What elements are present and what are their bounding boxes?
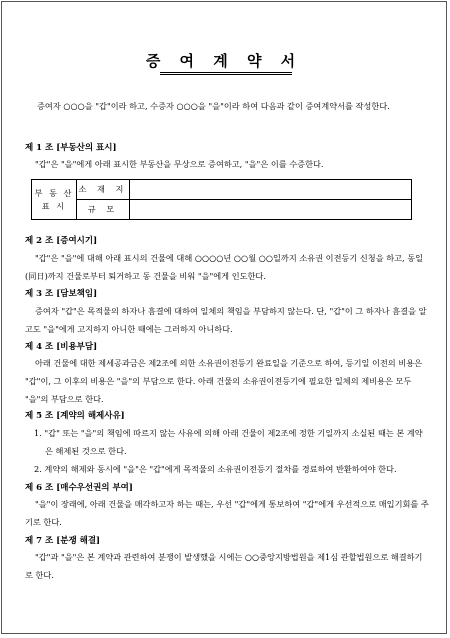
title-underline (160, 72, 292, 73)
contract-page (1, 1, 447, 634)
article-1-body: "갑"은 "을"에게 아래 표시한 부동산을 무상으로 증여하고, "을"은 이를 수증한다. (35, 159, 324, 169)
intro-paragraph: 증여자 ○○○을 "갑"이라 하고, 수증자 ○○○을 "을"이라 하여 다음과 같이 증여계약서를 작성한다. (37, 101, 390, 111)
article-2-body: "갑"은 "을"에 대해 아래 표시의 건물에 대해 ○○○○년 ○○월 ○○일까지 소유권 이전등기 신청을 하고, 동일(同日)까지 건물로부터 퇴거하고 동 건물을 비워 "을"에게 인도한다. (25, 253, 424, 281)
article-5-item-2: 2. 계약의 해제와 동시에 "을"은 "갑"에게 목적물의 소유권이전등기 절차를 경료하여 반환하여야 한다. (34, 464, 397, 474)
article-6-body: "을"이 장래에, 아래 건물을 매각하고자 하는 때는, 우선 "갑"에게 통보하여 "갑"에게 우선적으로 매입기회를 주기로 한다. (25, 499, 429, 527)
article-4-body: 아래 건물에 대한 제세공과금은 제2조에 의한 소유권이전등기 완료일을 기준으로 하여, 등기일 이전의 비용은 "갑"이, 그 이후의 비용은 "을"의 부담으로 한다. 아래 건물의 소유권이전등기에 필요한 일체의 제비용은 모두 "을"의 부담으로 한다. (25, 358, 423, 404)
property-table-row-header (32, 180, 77, 220)
property-table (31, 179, 412, 220)
article-5-heading: 제 5 조 [계약의 해제사유] (25, 411, 125, 421)
article-4-heading: 제 4 조 [비용부담] (25, 342, 98, 352)
article-5-item-1: 1. "갑" 또는 "을"의 책임에 따르지 않는 사유에 의해 아래 건물이 제2조에 정한 기일까지 소실된 때는 본 계약은 해제된 것으로 한다. (34, 428, 423, 456)
property-label-location: 소 재 지 (77, 180, 130, 200)
article-5-list (25, 424, 430, 478)
property-row-header-text: 부 동 산 표 시 (34, 187, 74, 211)
article-1-heading: 제 1 조 [부동산의 표시] (25, 143, 117, 153)
property-label-size: 규 모 (77, 200, 130, 220)
article-7-heading: 제 7 조 [분쟁 해결] (25, 536, 101, 546)
article-6-heading: 제 6 조 [매수우선권의 부여] (25, 483, 133, 493)
article-3-body: 증여자 "갑"은 목적물의 하자나 흠결에 대하여 일체의 책임을 부담하지 않는다. 단, "갑"이 그 하자나 흠결을 알고도 "을"에게 고지하지 아니한 때에는 그러하지 아니하다. (25, 306, 427, 334)
article-7-body: "갑"과 "을"은 본 계약과 관련하여 분쟁이 발생했을 시에는 ○○중앙지방법원을 제1심 관할법원으로 해결하기로 한다. (25, 552, 423, 580)
article-3-heading: 제 3 조 [담보책임] (25, 289, 98, 299)
property-value-location (130, 180, 412, 200)
document-title: 증 여 계 약 서 (145, 52, 303, 70)
article-2-heading: 제 2 조 [증여시기] (25, 236, 98, 246)
title-underline-double (160, 74, 292, 75)
property-value-size (130, 200, 412, 220)
